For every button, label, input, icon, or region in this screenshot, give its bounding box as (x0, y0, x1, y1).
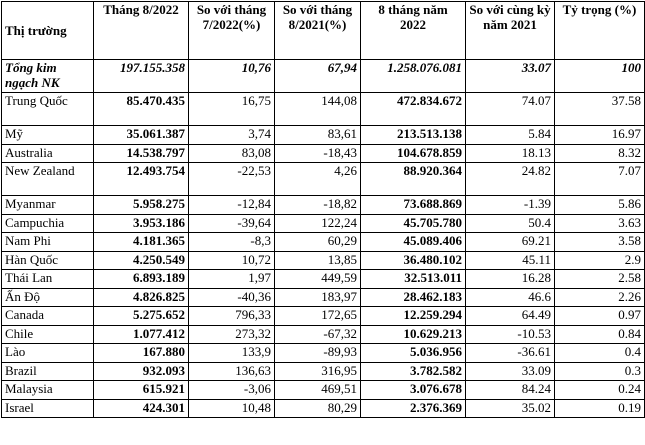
market-name: Chile (2, 325, 94, 344)
vs-same-period: 33.09 (466, 362, 555, 381)
vs-same-period: 16.28 (466, 270, 555, 289)
table-row (2, 196, 645, 215)
market-name: Nam Phi (2, 233, 94, 252)
header-vs-prev-month: So với tháng 7/2022(%) (189, 2, 275, 60)
vs-same-period: 69.21 (466, 233, 555, 252)
vs-prev-month: 1,97 (189, 270, 275, 289)
vs-prev-month: -40,36 (189, 288, 275, 307)
ytd-value: 88.920.364 (361, 163, 466, 196)
vs-prev-month: 133,9 (189, 344, 275, 363)
vs-prev-month: 10,72 (189, 251, 275, 270)
vs-same-month: 183,97 (275, 288, 361, 307)
vs-same-period: 24.82 (466, 163, 555, 196)
ytd-value: 3.076.678 (361, 381, 466, 400)
month-value: 4.826.825 (94, 288, 189, 307)
vs-same-month: 316,95 (275, 362, 361, 381)
header-row (2, 2, 645, 60)
vs-same-month: -89,93 (275, 344, 361, 363)
share: 2.26 (555, 288, 645, 307)
table-row (2, 163, 645, 196)
market-name: Mỹ (2, 126, 94, 145)
table-row (2, 325, 645, 344)
header-market: Thị trường (2, 2, 94, 60)
vs-same-month: 4,26 (275, 163, 361, 196)
market-name: Lào (2, 344, 94, 363)
month-value: 615.921 (94, 381, 189, 400)
share: 16.97 (555, 126, 645, 145)
market-name: Israel (2, 399, 94, 418)
vs-same-month: 469,51 (275, 381, 361, 400)
header-vs-same-period: So với cùng kỳ năm 2021 (466, 2, 555, 60)
header-month-value: Tháng 8/2022 (94, 2, 189, 60)
ytd-value: 36.480.102 (361, 251, 466, 270)
month-value: 12.493.754 (94, 163, 189, 196)
total-share: 100 (555, 60, 645, 93)
share: 0.3 (555, 362, 645, 381)
month-value: 1.077.412 (94, 325, 189, 344)
vs-same-period: 5.84 (466, 126, 555, 145)
share: 2.9 (555, 251, 645, 270)
ytd-value: 2.376.369 (361, 399, 466, 418)
vs-prev-month: 273,32 (189, 325, 275, 344)
table-row (2, 126, 645, 145)
vs-prev-month: 3,74 (189, 126, 275, 145)
vs-prev-month: -39,64 (189, 214, 275, 233)
ytd-value: 3.782.582 (361, 362, 466, 381)
market-name: Australia (2, 144, 94, 163)
share: 5.86 (555, 196, 645, 215)
month-value: 167.880 (94, 344, 189, 363)
vs-same-month: -67,32 (275, 325, 361, 344)
ytd-value: 45.705.780 (361, 214, 466, 233)
ytd-value: 472.834.672 (361, 93, 466, 126)
table-row (2, 144, 645, 163)
vs-same-period: 84.24 (466, 381, 555, 400)
vs-same-period: 46.6 (466, 288, 555, 307)
vs-same-month: 122,24 (275, 214, 361, 233)
vs-same-month: 172,65 (275, 307, 361, 326)
market-name: Campuchia (2, 214, 94, 233)
vs-same-period: -10.53 (466, 325, 555, 344)
vs-same-month: -18,82 (275, 196, 361, 215)
share: 3.58 (555, 233, 645, 252)
month-value: 4.250.549 (94, 251, 189, 270)
vs-prev-month: 83,08 (189, 144, 275, 163)
vs-same-month: 144,08 (275, 93, 361, 126)
vs-same-period: 64.49 (466, 307, 555, 326)
month-value: 932.093 (94, 362, 189, 381)
share: 0.4 (555, 344, 645, 363)
share: 0.19 (555, 399, 645, 418)
vs-same-month: 60,29 (275, 233, 361, 252)
market-name: Malaysia (2, 381, 94, 400)
header-ytd-value: 8 tháng năm 2022 (361, 2, 466, 60)
market-name: Ấn Độ (2, 288, 94, 307)
vs-same-month: 449,59 (275, 270, 361, 289)
vs-same-period: 18.13 (466, 144, 555, 163)
vs-prev-month: -22,53 (189, 163, 275, 196)
market-name: Brazil (2, 362, 94, 381)
month-value: 6.893.189 (94, 270, 189, 289)
total-row (2, 60, 645, 93)
share: 8.32 (555, 144, 645, 163)
vs-same-period: 50.4 (466, 214, 555, 233)
vs-same-period: 74.07 (466, 93, 555, 126)
month-value: 5.275.652 (94, 307, 189, 326)
market-name: Hàn Quốc (2, 251, 94, 270)
month-value: 4.181.365 (94, 233, 189, 252)
month-value: 3.953.186 (94, 214, 189, 233)
table-row (2, 270, 645, 289)
market-name: Trung Quốc (2, 93, 94, 126)
month-value: 85.470.435 (94, 93, 189, 126)
market-name: New Zealand (2, 163, 94, 196)
vs-same-month: -18,43 (275, 144, 361, 163)
total-vs-prev-month: 10,76 (189, 60, 275, 93)
share: 7.07 (555, 163, 645, 196)
market-name: Myanmar (2, 196, 94, 215)
share: 0.24 (555, 381, 645, 400)
vs-same-period: 35.02 (466, 399, 555, 418)
ytd-value: 5.036.956 (361, 344, 466, 363)
ytd-value: 10.629.213 (361, 325, 466, 344)
vs-same-period: 45.11 (466, 251, 555, 270)
month-value: 424.301 (94, 399, 189, 418)
market-name: Thái Lan (2, 270, 94, 289)
table-row (2, 307, 645, 326)
share: 0.84 (555, 325, 645, 344)
vs-same-month: 80,29 (275, 399, 361, 418)
vs-prev-month: 16,75 (189, 93, 275, 126)
share: 2.58 (555, 270, 645, 289)
month-value: 14.538.797 (94, 144, 189, 163)
header-share: Tỷ trọng (%) (555, 2, 645, 60)
vs-same-month: 13,85 (275, 251, 361, 270)
market-import-table (1, 1, 645, 418)
month-value: 5.958.275 (94, 196, 189, 215)
share: 3.63 (555, 214, 645, 233)
total-vs-same-month: 67,94 (275, 60, 361, 93)
share: 0.97 (555, 307, 645, 326)
vs-same-period: -36.61 (466, 344, 555, 363)
share: 37.58 (555, 93, 645, 126)
total-ytd-value: 1.258.076.081 (361, 60, 466, 93)
total-vs-same-period: 33.07 (466, 60, 555, 93)
vs-prev-month: -12,84 (189, 196, 275, 215)
vs-prev-month: -8,3 (189, 233, 275, 252)
table-row (2, 214, 645, 233)
vs-same-month: 83,61 (275, 126, 361, 145)
table-row (2, 362, 645, 381)
vs-prev-month: 796,33 (189, 307, 275, 326)
vs-prev-month: 10,48 (189, 399, 275, 418)
table-row (2, 251, 645, 270)
ytd-value: 213.513.138 (361, 126, 466, 145)
ytd-value: 32.513.011 (361, 270, 466, 289)
ytd-value: 104.678.859 (361, 144, 466, 163)
table-row (2, 381, 645, 400)
vs-prev-month: -3,06 (189, 381, 275, 400)
month-value: 35.061.387 (94, 126, 189, 145)
vs-same-period: -1.39 (466, 196, 555, 215)
vs-prev-month: 136,63 (189, 362, 275, 381)
table-row (2, 399, 645, 418)
table-row (2, 233, 645, 252)
ytd-value: 12.259.294 (361, 307, 466, 326)
table-row (2, 93, 645, 126)
ytd-value: 45.089.406 (361, 233, 466, 252)
header-vs-same-month: So với tháng 8/2021(%) (275, 2, 361, 60)
table-row (2, 344, 645, 363)
total-month-value: 197.155.358 (94, 60, 189, 93)
table-row (2, 288, 645, 307)
total-label: Tổng kim ngạch NK (2, 60, 94, 93)
ytd-value: 28.462.183 (361, 288, 466, 307)
market-name: Canada (2, 307, 94, 326)
ytd-value: 73.688.869 (361, 196, 466, 215)
